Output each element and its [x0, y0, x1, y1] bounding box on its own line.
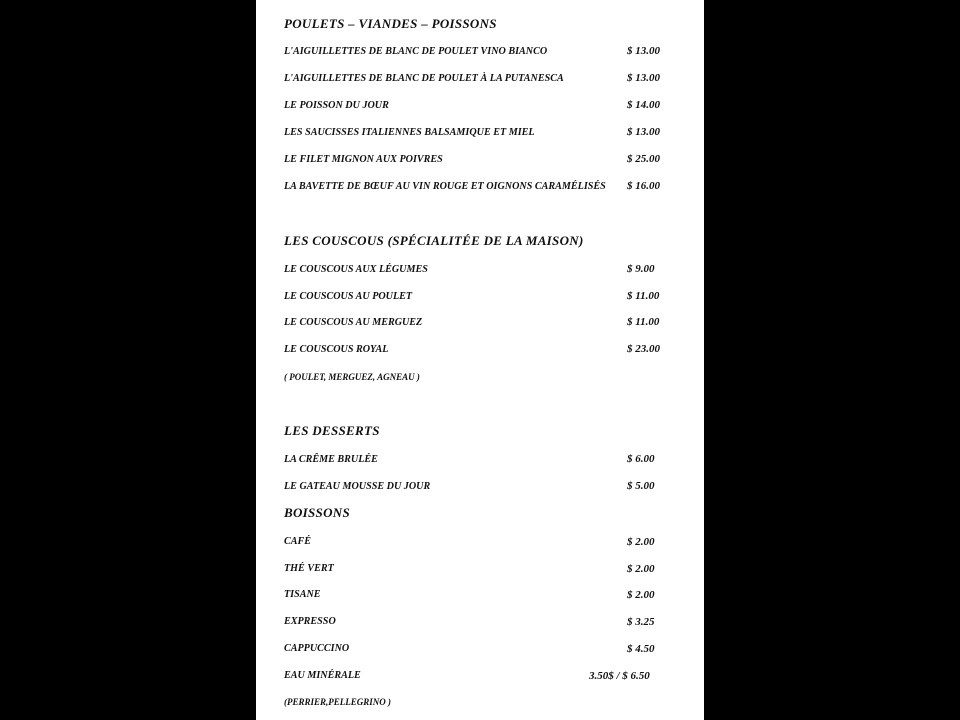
menu-item-price: $ 2.00 — [627, 536, 655, 548]
menu-item-name: LE GATEAU MOUSSE DU JOUR — [284, 480, 431, 492]
menu-item-price: $ 25.00 — [627, 153, 660, 165]
menu-item-price: $ 23.00 — [627, 343, 660, 355]
menu-item-name: EXPRESSO — [284, 615, 336, 627]
menu-item-price: $ 13.00 — [627, 72, 660, 84]
menu-item-price: $ 4.50 — [627, 643, 655, 655]
menu-item-price: $ 6.00 — [627, 453, 655, 465]
menu-item-name: CAPPUCCINO — [284, 642, 350, 654]
menu-item-price: $ 11.00 — [627, 316, 660, 328]
menu-item-name: THÉ VERT — [284, 562, 334, 574]
menu-item-price: $ 3.25 — [627, 616, 655, 628]
menu-item-name: LE COUSCOUS AU POULET — [284, 290, 413, 302]
menu-item-price: $ 13.00 — [627, 45, 660, 57]
menu-item-name: LA CRÊME BRULÉE — [284, 453, 378, 465]
menu-item-name: LE POISSON DU JOUR — [284, 99, 389, 111]
menu-item-name: TISANE — [284, 588, 321, 600]
menu-page — [256, 0, 704, 720]
menu-note: (PERRIER,PELLEGRINO ) — [284, 697, 392, 707]
section-title-poulets: POULETS – VIANDES – POISSONS — [284, 16, 497, 31]
menu-item-price: $ 2.00 — [627, 589, 655, 601]
menu-item-price: $ 13.00 — [627, 126, 660, 138]
section-title-boissons: BOISSONS — [284, 505, 350, 520]
menu-item-name: LE COUSCOUS AU MERGUEZ — [284, 316, 423, 328]
menu-item-price: $ 9.00 — [627, 263, 655, 275]
menu-item-price: $ 11.00 — [627, 290, 660, 302]
menu-item-name: LA BAVETTE DE BŒUF AU VIN ROUGE ET OIGNONS CARAMÉLISÉS — [284, 180, 606, 192]
menu-item-price: $ 16.00 — [627, 180, 660, 192]
menu-item-price: $ 14.00 — [627, 99, 660, 111]
menu-note: ( POULET, MERGUEZ, AGNEAU ) — [284, 372, 420, 382]
menu-item-name: LES SAUCISSES ITALIENNES BALSAMIQUE ET MIEL — [284, 126, 535, 138]
section-title-couscous: LES COUSCOUS (SPÉCIALITÉE DE LA MAISON) — [284, 233, 584, 248]
menu-item-price: 3.50$ / $ 6.50 — [589, 670, 650, 682]
menu-item-name: LE FILET MIGNON AUX POIVRES — [284, 153, 443, 165]
menu-item-name: EAU MINÉRALE — [284, 669, 361, 681]
menu-item-name: L'AIGUILLETTES DE BLANC DE POULET VINO BIANCO — [284, 45, 548, 57]
menu-item-name: L'AIGUILLETTES DE BLANC DE POULET À LA PUTANESCA — [284, 72, 564, 84]
menu-item-name: CAFÉ — [284, 535, 312, 547]
menu-item-name: LE COUSCOUS ROYAL — [284, 343, 389, 355]
section-title-desserts: LES DESSERTS — [284, 423, 380, 438]
menu-item-name: LE COUSCOUS AUX LÉGUMES — [284, 263, 428, 275]
menu-item-price: $ 5.00 — [627, 480, 655, 492]
menu-item-price: $ 2.00 — [627, 563, 655, 575]
